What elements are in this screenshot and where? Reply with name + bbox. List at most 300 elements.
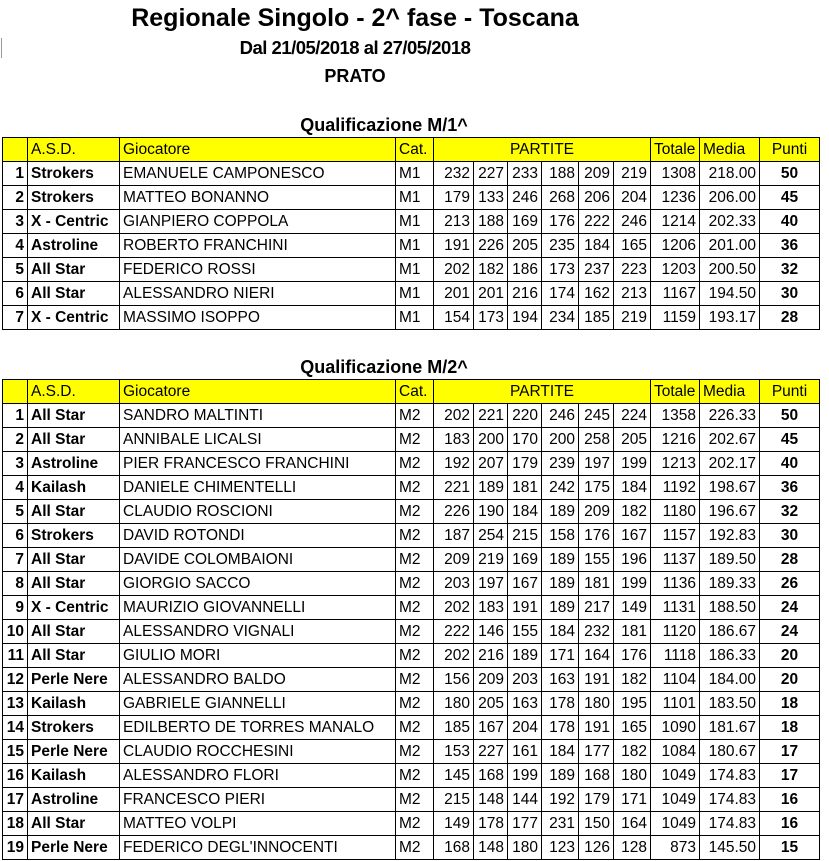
player-cell: MAURIZIO GIOVANNELLI	[120, 596, 396, 620]
game-score-cell: 213	[614, 282, 651, 306]
game-score-cell: 227	[474, 162, 508, 186]
club-cell: Perle Nere	[28, 836, 120, 860]
club-cell: All Star	[28, 572, 120, 596]
game-score-cell: 182	[614, 500, 651, 524]
header-rank	[3, 138, 28, 162]
game-score-cell: 155	[508, 620, 542, 644]
game-score-cell: 183	[434, 428, 474, 452]
average-cell: 200.50	[700, 258, 760, 282]
category-cell: M1	[396, 306, 434, 330]
club-cell: X - Centric	[28, 596, 120, 620]
game-score-cell: 226	[474, 234, 508, 258]
rank-cell: 7	[3, 306, 28, 330]
header-avg: Media	[700, 138, 760, 162]
table-row	[3, 282, 820, 306]
rank-cell: 19	[3, 836, 28, 860]
game-score-cell: 178	[542, 692, 579, 716]
game-score-cell: 170	[508, 428, 542, 452]
rank-cell: 1	[3, 162, 28, 186]
points-cell: 45	[760, 186, 820, 210]
category-cell: M1	[396, 282, 434, 306]
game-score-cell: 153	[434, 740, 474, 764]
rank-cell: 12	[3, 668, 28, 692]
game-score-cell: 187	[434, 524, 474, 548]
player-cell: FRANCESCO PIERI	[120, 788, 396, 812]
player-cell: MATTEO BONANNO	[120, 186, 396, 210]
club-cell: All Star	[28, 428, 120, 452]
club-cell: Strokers	[28, 186, 120, 210]
player-cell: ALESSANDRO FLORI	[120, 764, 396, 788]
category-cell: M2	[396, 524, 434, 548]
average-cell: 206.00	[700, 186, 760, 210]
game-score-cell: 232	[434, 162, 474, 186]
rank-cell: 18	[3, 812, 28, 836]
game-score-cell: 175	[579, 476, 614, 500]
player-cell: GABRIELE GIANNELLI	[120, 692, 396, 716]
game-score-cell: 144	[508, 788, 542, 812]
total-cell: 1157	[651, 524, 700, 548]
game-score-cell: 224	[614, 404, 651, 428]
game-score-cell: 189	[474, 476, 508, 500]
game-score-cell: 203	[508, 668, 542, 692]
rank-cell: 8	[3, 572, 28, 596]
average-cell: 189.50	[700, 548, 760, 572]
points-cell: 17	[760, 740, 820, 764]
total-cell: 1308	[651, 162, 700, 186]
game-score-cell: 235	[542, 234, 579, 258]
game-score-cell: 209	[434, 548, 474, 572]
total-cell: 1049	[651, 788, 700, 812]
average-cell: 184.00	[700, 668, 760, 692]
table-row	[3, 596, 820, 620]
player-cell: CLAUDIO ROSCIONI	[120, 500, 396, 524]
game-score-cell: 171	[614, 788, 651, 812]
average-cell: 202.67	[700, 428, 760, 452]
category-cell: M2	[396, 644, 434, 668]
header-avg: Media	[700, 380, 760, 404]
page-title: Regionale Singolo - 2^ fase - Toscana	[131, 4, 579, 32]
table-row	[3, 258, 820, 282]
total-cell: 1084	[651, 740, 700, 764]
game-score-cell: 199	[614, 572, 651, 596]
player-cell: ROBERTO FRANCHINI	[120, 234, 396, 258]
game-score-cell: 246	[614, 210, 651, 234]
game-score-cell: 165	[614, 716, 651, 740]
game-score-cell: 169	[508, 210, 542, 234]
game-score-cell: 216	[474, 644, 508, 668]
average-cell: 189.33	[700, 572, 760, 596]
game-score-cell: 173	[542, 258, 579, 282]
rank-cell: 13	[3, 692, 28, 716]
game-score-cell: 202	[434, 644, 474, 668]
points-cell: 17	[760, 764, 820, 788]
game-score-cell: 222	[434, 620, 474, 644]
table-row	[3, 162, 820, 186]
game-score-cell: 192	[434, 452, 474, 476]
game-score-cell: 258	[579, 428, 614, 452]
average-cell: 202.33	[700, 210, 760, 234]
points-cell: 28	[760, 306, 820, 330]
average-cell: 201.00	[700, 234, 760, 258]
player-cell: FEDERICO DEGL'INNOCENTI	[120, 836, 396, 860]
game-score-cell: 254	[474, 524, 508, 548]
game-score-cell: 178	[474, 812, 508, 836]
player-cell: DAVID ROTONDI	[120, 524, 396, 548]
game-score-cell: 189	[508, 644, 542, 668]
city-name: PRATO	[324, 66, 386, 86]
club-cell: Strokers	[28, 162, 120, 186]
game-score-cell: 162	[579, 282, 614, 306]
game-score-cell: 209	[579, 162, 614, 186]
game-score-cell: 180	[434, 692, 474, 716]
table-row	[3, 692, 820, 716]
points-cell: 50	[760, 162, 820, 186]
table-row	[3, 716, 820, 740]
game-score-cell: 168	[579, 764, 614, 788]
category-cell: M1	[396, 234, 434, 258]
total-cell: 873	[651, 836, 700, 860]
game-score-cell: 182	[614, 668, 651, 692]
total-cell: 1213	[651, 452, 700, 476]
header-player: Giocatore	[120, 380, 396, 404]
table-row	[3, 788, 820, 812]
game-score-cell: 221	[474, 404, 508, 428]
standings-table	[2, 137, 820, 330]
category-cell: M2	[396, 596, 434, 620]
rank-cell: 2	[3, 186, 28, 210]
game-score-cell: 242	[542, 476, 579, 500]
table-row	[3, 234, 820, 258]
club-cell: All Star	[28, 282, 120, 306]
game-score-cell: 203	[434, 572, 474, 596]
date-range: Dal 21/05/2018 al 27/05/2018	[239, 37, 471, 58]
club-cell: All Star	[28, 620, 120, 644]
club-cell: Kailash	[28, 764, 120, 788]
table-row	[3, 572, 820, 596]
points-cell: 20	[760, 668, 820, 692]
game-score-cell: 197	[579, 452, 614, 476]
standings-table	[2, 379, 820, 860]
game-score-cell: 163	[508, 692, 542, 716]
category-cell: M2	[396, 548, 434, 572]
table-header	[3, 380, 820, 404]
game-score-cell: 126	[579, 836, 614, 860]
rank-cell: 14	[3, 716, 28, 740]
game-score-cell: 184	[542, 620, 579, 644]
points-cell: 26	[760, 572, 820, 596]
header-club: A.S.D.	[28, 138, 120, 162]
club-cell: Kailash	[28, 476, 120, 500]
total-cell: 1137	[651, 548, 700, 572]
game-score-cell: 195	[614, 692, 651, 716]
game-score-cell: 154	[434, 306, 474, 330]
club-cell: Astroline	[28, 788, 120, 812]
game-score-cell: 123	[542, 836, 579, 860]
game-score-cell: 206	[579, 186, 614, 210]
total-cell: 1049	[651, 812, 700, 836]
game-score-cell: 246	[542, 404, 579, 428]
table-row	[3, 306, 820, 330]
game-score-cell: 184	[579, 234, 614, 258]
game-score-cell: 177	[579, 740, 614, 764]
game-score-cell: 150	[579, 812, 614, 836]
game-score-cell: 165	[614, 234, 651, 258]
game-score-cell: 268	[542, 186, 579, 210]
club-cell: All Star	[28, 404, 120, 428]
total-cell: 1203	[651, 258, 700, 282]
total-cell: 1131	[651, 596, 700, 620]
average-cell: 145.50	[700, 836, 760, 860]
table-row	[3, 812, 820, 836]
player-cell: EMANUELE CAMPONESCO	[120, 162, 396, 186]
category-cell: M2	[396, 476, 434, 500]
club-cell: X - Centric	[28, 210, 120, 234]
rank-cell: 6	[3, 282, 28, 306]
header-club: A.S.D.	[28, 380, 120, 404]
game-score-cell: 185	[434, 716, 474, 740]
game-score-cell: 194	[508, 306, 542, 330]
game-score-cell: 209	[579, 500, 614, 524]
rank-cell: 16	[3, 764, 28, 788]
club-cell: All Star	[28, 500, 120, 524]
club-cell: All Star	[28, 258, 120, 282]
average-cell: 186.67	[700, 620, 760, 644]
table-row	[3, 620, 820, 644]
category-cell: M2	[396, 572, 434, 596]
player-cell: GIANPIERO COPPOLA	[120, 210, 396, 234]
player-cell: ALESSANDRO BALDO	[120, 668, 396, 692]
category-cell: M1	[396, 210, 434, 234]
average-cell: 174.83	[700, 764, 760, 788]
game-score-cell: 189	[542, 500, 579, 524]
game-score-cell: 168	[434, 836, 474, 860]
header-rank	[3, 380, 28, 404]
game-score-cell: 220	[508, 404, 542, 428]
points-cell: 18	[760, 692, 820, 716]
total-cell: 1214	[651, 210, 700, 234]
points-cell: 30	[760, 282, 820, 306]
rank-cell: 9	[3, 596, 28, 620]
category-cell: M2	[396, 812, 434, 836]
game-score-cell: 179	[508, 452, 542, 476]
player-cell: EDILBERTO DE TORRES MANALO	[120, 716, 396, 740]
table-row	[3, 452, 820, 476]
total-cell: 1104	[651, 668, 700, 692]
average-cell: 196.67	[700, 500, 760, 524]
rank-cell: 11	[3, 644, 28, 668]
rank-cell: 4	[3, 476, 28, 500]
average-cell: 202.17	[700, 452, 760, 476]
points-cell: 24	[760, 620, 820, 644]
game-score-cell: 171	[542, 644, 579, 668]
total-cell: 1167	[651, 282, 700, 306]
game-score-cell: 189	[542, 764, 579, 788]
header-cat: Cat.	[396, 138, 434, 162]
average-cell: 181.67	[700, 716, 760, 740]
category-cell: M2	[396, 692, 434, 716]
points-cell: 45	[760, 428, 820, 452]
game-score-cell: 191	[579, 716, 614, 740]
total-cell: 1192	[651, 476, 700, 500]
player-cell: MATTEO VOLPI	[120, 812, 396, 836]
game-score-cell: 163	[542, 668, 579, 692]
game-score-cell: 215	[434, 788, 474, 812]
header-total: Totale	[651, 138, 700, 162]
game-score-cell: 199	[508, 764, 542, 788]
game-score-cell: 202	[434, 596, 474, 620]
table-row	[3, 210, 820, 234]
club-cell: X - Centric	[28, 306, 120, 330]
game-score-cell: 169	[508, 548, 542, 572]
rank-cell: 1	[3, 404, 28, 428]
game-score-cell: 237	[579, 258, 614, 282]
rank-cell: 3	[3, 452, 28, 476]
game-score-cell: 181	[508, 476, 542, 500]
game-score-cell: 161	[508, 740, 542, 764]
total-cell: 1358	[651, 404, 700, 428]
category-cell: M2	[396, 836, 434, 860]
points-cell: 36	[760, 234, 820, 258]
game-score-cell: 178	[542, 716, 579, 740]
total-cell: 1216	[651, 428, 700, 452]
rank-cell: 17	[3, 788, 28, 812]
game-score-cell: 176	[542, 210, 579, 234]
points-cell: 32	[760, 500, 820, 524]
player-cell: ANNIBALE LICALSI	[120, 428, 396, 452]
game-score-cell: 189	[542, 596, 579, 620]
game-score-cell: 189	[542, 548, 579, 572]
total-cell: 1120	[651, 620, 700, 644]
player-cell: DAVIDE COLOMBAIONI	[120, 548, 396, 572]
total-cell: 1118	[651, 644, 700, 668]
game-score-cell: 133	[474, 186, 508, 210]
club-cell: Astroline	[28, 234, 120, 258]
club-cell: All Star	[28, 548, 120, 572]
club-cell: Perle Nere	[28, 668, 120, 692]
table-row	[3, 764, 820, 788]
game-score-cell: 189	[542, 572, 579, 596]
game-score-cell: 180	[579, 692, 614, 716]
game-score-cell: 231	[542, 812, 579, 836]
player-cell: GIULIO MORI	[120, 644, 396, 668]
game-score-cell: 167	[614, 524, 651, 548]
game-score-cell: 191	[434, 234, 474, 258]
average-cell: 198.67	[700, 476, 760, 500]
game-score-cell: 186	[508, 258, 542, 282]
club-cell: All Star	[28, 812, 120, 836]
table-row	[3, 186, 820, 210]
game-score-cell: 201	[474, 282, 508, 306]
table-header	[3, 138, 820, 162]
player-cell: PIER FRANCESCO FRANCHINI	[120, 452, 396, 476]
player-cell: SANDRO MALTINTI	[120, 404, 396, 428]
game-score-cell: 168	[474, 764, 508, 788]
game-score-cell: 233	[508, 162, 542, 186]
category-cell: M1	[396, 186, 434, 210]
rank-cell: 10	[3, 620, 28, 644]
game-score-cell: 188	[474, 210, 508, 234]
points-cell: 32	[760, 258, 820, 282]
game-score-cell: 184	[614, 476, 651, 500]
average-cell: 188.50	[700, 596, 760, 620]
average-cell: 194.50	[700, 282, 760, 306]
club-cell: Strokers	[28, 716, 120, 740]
rank-cell: 5	[3, 500, 28, 524]
game-score-cell: 128	[614, 836, 651, 860]
game-score-cell: 185	[579, 306, 614, 330]
rank-cell: 5	[3, 258, 28, 282]
rank-cell: 4	[3, 234, 28, 258]
average-cell: 218.00	[700, 162, 760, 186]
average-cell: 192.83	[700, 524, 760, 548]
table-row	[3, 404, 820, 428]
category-cell: M2	[396, 668, 434, 692]
club-cell: All Star	[28, 644, 120, 668]
rank-cell: 15	[3, 740, 28, 764]
table-row	[3, 548, 820, 572]
game-score-cell: 183	[474, 596, 508, 620]
rank-cell: 7	[3, 548, 28, 572]
header-games: PARTITE	[434, 138, 651, 162]
points-cell: 50	[760, 404, 820, 428]
game-score-cell: 199	[614, 452, 651, 476]
game-score-cell: 158	[542, 524, 579, 548]
table-row	[3, 740, 820, 764]
game-score-cell: 216	[508, 282, 542, 306]
points-cell: 15	[760, 836, 820, 860]
player-cell: ALESSANDRO VIGNALI	[120, 620, 396, 644]
table-row	[3, 500, 820, 524]
category-cell: M2	[396, 740, 434, 764]
section-title: Qualificazione M/1^	[300, 115, 468, 135]
total-cell: 1101	[651, 692, 700, 716]
average-cell: 186.33	[700, 644, 760, 668]
game-score-cell: 227	[474, 740, 508, 764]
points-cell: 20	[760, 644, 820, 668]
section-title: Qualificazione M/2^	[300, 357, 468, 377]
game-score-cell: 223	[614, 258, 651, 282]
game-score-cell: 202	[434, 258, 474, 282]
player-cell: GIORGIO SACCO	[120, 572, 396, 596]
game-score-cell: 181	[579, 572, 614, 596]
category-cell: M2	[396, 404, 434, 428]
game-score-cell: 184	[508, 500, 542, 524]
club-cell: Strokers	[28, 524, 120, 548]
game-score-cell: 148	[474, 836, 508, 860]
game-score-cell: 196	[614, 548, 651, 572]
header-games: PARTITE	[434, 380, 651, 404]
category-cell: M2	[396, 620, 434, 644]
game-score-cell: 176	[579, 524, 614, 548]
average-cell: 226.33	[700, 404, 760, 428]
category-cell: M2	[396, 428, 434, 452]
game-score-cell: 184	[542, 740, 579, 764]
category-cell: M2	[396, 788, 434, 812]
game-score-cell: 219	[614, 162, 651, 186]
game-score-cell: 219	[614, 306, 651, 330]
game-score-cell: 226	[434, 500, 474, 524]
total-cell: 1090	[651, 716, 700, 740]
game-score-cell: 209	[474, 668, 508, 692]
game-score-cell: 204	[614, 186, 651, 210]
club-cell: Astroline	[28, 452, 120, 476]
player-cell: MASSIMO ISOPPO	[120, 306, 396, 330]
game-score-cell: 245	[579, 404, 614, 428]
game-score-cell: 156	[434, 668, 474, 692]
game-score-cell: 232	[579, 620, 614, 644]
table-row	[3, 836, 820, 860]
game-score-cell: 201	[434, 282, 474, 306]
